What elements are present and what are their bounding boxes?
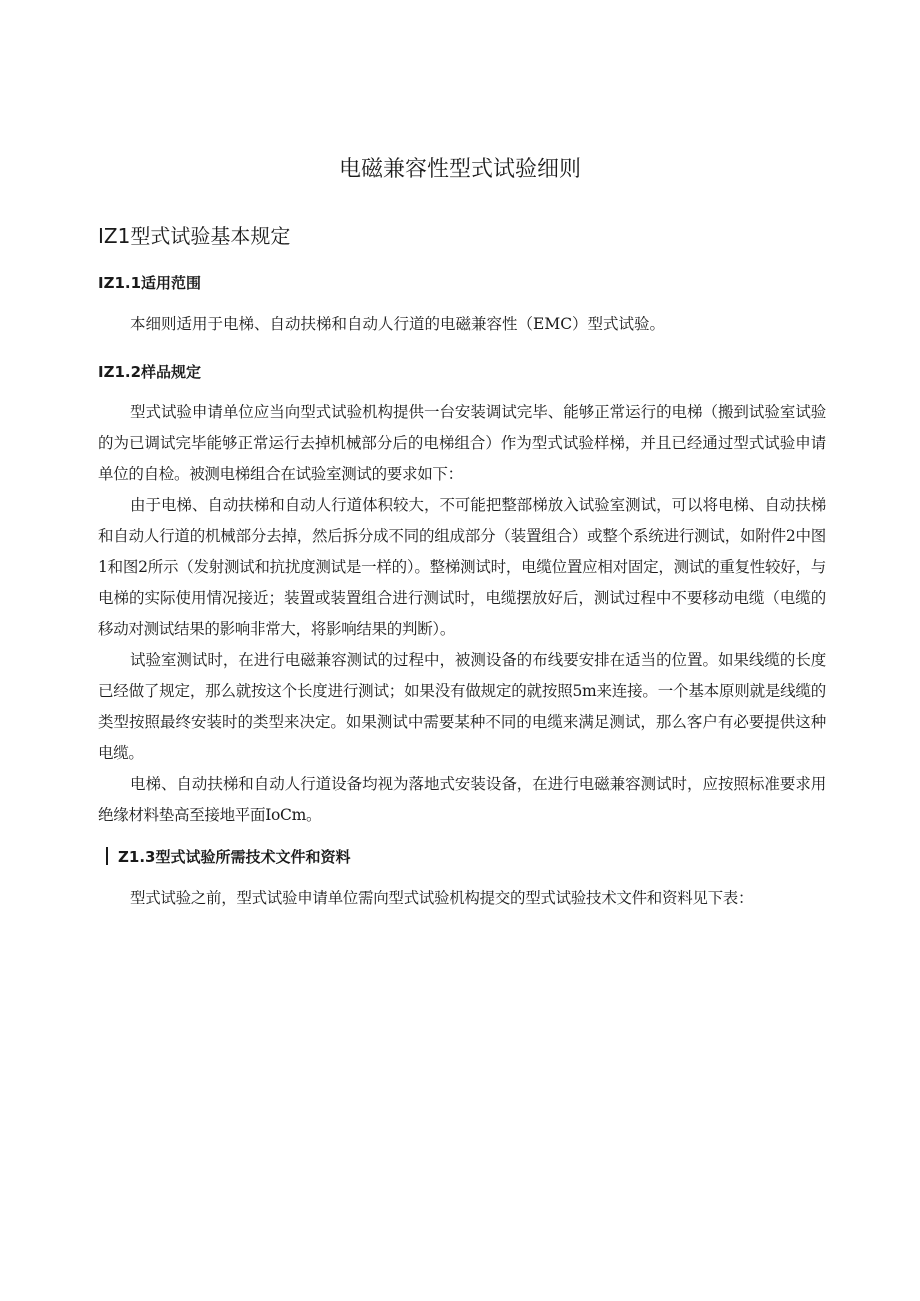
subsection-heading-scope: IZ1.1适用范围 bbox=[98, 274, 202, 292]
paragraph-sample-1: 型式试验申请单位应当向型式试验机构提供一台安装调试完毕、能够正常运行的电梯（搬到试验室试验的为已调试完毕能够正常运行去掉机械部分后的电梯组合）作为型式试验样梯，并且已经通过型式试验申请单位的自检。被测电梯组合在试验室测试的要求如下： bbox=[98, 403, 826, 483]
paragraph-sample-2: 由于电梯、自动扶梯和自动人行道体积较大，不可能把整部梯放入试验室测试，可以将电梯、自动扶梯和自动人行道的机械部分去掉，然后拆分成不同的组成部分（装置组合）或整个系统进行测试，如附件2中图1和图2所示（发射测试和抗扰度测试是一样的）。整梯测试时，电缆位置应相对固定，测试的重复性较好，与电梯的实际使用情况接近；装置或装置组合进行测试时，电缆摆放好后，测试过程中不要移动电缆（电缆的移动对测试结果的影响非常大，将影响结果的判断）。 bbox=[98, 496, 826, 638]
paragraph-sample-4: 电梯、自动扶梯和自动人行道设备均视为落地式安装设备，在进行电磁兼容测试时，应按照标准要求用绝缘材料垫高至接地平面IoCm。 bbox=[98, 775, 826, 824]
paragraph-scope: 本细则适用于电梯、自动扶梯和自动人行道的电磁兼容性（EMC）型式试验。 bbox=[130, 315, 666, 333]
subsection-heading-sample: IZ1.2样品规定 bbox=[98, 363, 202, 381]
section-heading: IZ1型式试验基本规定 bbox=[98, 224, 291, 248]
subsection-heading-docs: Z1.3型式试验所需技术文件和资料 bbox=[118, 848, 351, 866]
paragraph-docs: 型式试验之前，型式试验申请单位需向型式试验机构提交的型式试验技术文件和资料见下表： bbox=[130, 889, 754, 907]
subsection-heading-docs-row bbox=[106, 846, 350, 867]
document-title: 电磁兼容性型式试验细则 bbox=[338, 157, 581, 182]
revision-bar bbox=[106, 847, 108, 865]
paragraph-sample-3: 试验室测试时，在进行电磁兼容测试的过程中，被测设备的布线要安排在适当的位置。如果线缆的长度已经做了规定，那么就按这个长度进行测试；如果没有做规定的就按照5m来连接。一个基本原则就是线缆的类型按照最终安装时的类型来决定。如果测试中需要某种不同的电缆来满足测试，那么客户有必要提供这种电缆。 bbox=[98, 651, 826, 762]
